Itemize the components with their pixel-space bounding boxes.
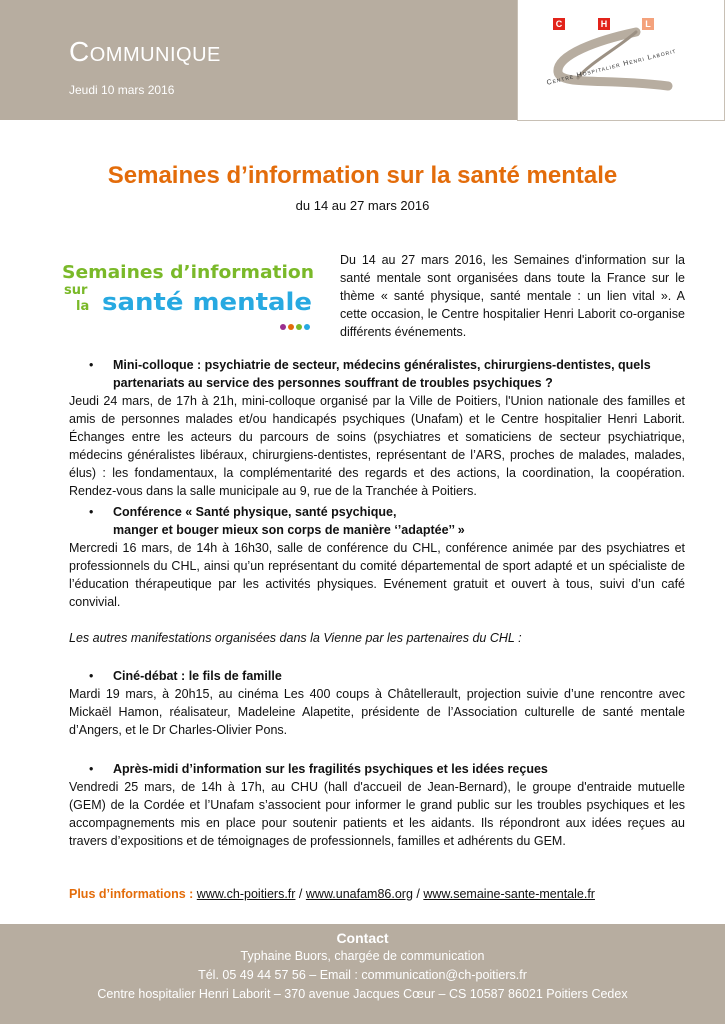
footer-contact (0, 924, 725, 1024)
link-separator: / (416, 887, 420, 901)
section-heading (69, 503, 685, 539)
link-unafam86[interactable]: www.unafam86.org (305, 887, 413, 901)
footer-line-3: Centre hospitalier Henri Laborit – 370 avenue Jacques Cœur – CS 10587 86021 Poitiers Cedex (97, 987, 628, 1001)
link-ch-poitiers[interactable]: www.ch-poitiers.fr (196, 887, 296, 901)
section-apres-midi (69, 760, 685, 850)
section-heading-line-2: manger et bouger mieux son corps de manière ‘’adaptée’’ » (113, 523, 465, 537)
footer-title: Contact (336, 930, 389, 946)
logo-text: Centre Hospitalier Henri Laborit (546, 47, 678, 87)
logo-line-2: santé mentale (102, 288, 312, 316)
chl-logo (517, 0, 725, 121)
logo-swoosh-icon (518, 0, 724, 120)
section-heading: • Mini-colloque : psychiatrie de secteur, médecins généralistes, chirurgiens-dentistes, quels partenariats au service des personnes souffrant de troubles psychiques ? (69, 356, 685, 392)
page-subtitle: du 14 au 27 mars 2016 (295, 198, 430, 213)
logo-line-1: Semaines d’information (62, 262, 314, 283)
semaines-sante-mentale-logo (62, 260, 317, 335)
logo-letter-c: C (553, 18, 565, 30)
footer-line-1: Typhaine Buors, chargée de communication (240, 949, 485, 963)
section-body: Vendredi 25 mars, de 14h à 17h, au CHU (hall d'accueil de Jean-Bernard), le groupe d'entraide mutuelle (GEM) de la Cordée et l’Unafam s’associent pour informer le grand public sur les troubles psychiques et les accompagnements mis en place pour soutenir patients et les aidants. Ils répondront aux idées reçues au travers d’expositions et de témoignages de professionnels, familles et adhérents du GEM. (69, 780, 685, 848)
link-separator: / (298, 887, 303, 901)
section-body: Jeudi 24 mars, de 17h à 21h, mini-colloque organisé par la Ville de Poitiers, l'Union nationale des familles et amis de personnes malades et/ou handicapés psychiques (Unafam) et le Centre hospitalier Henri Laborit. Échanges entre les acteurs du parcours de soins (psychiatres et somaticiens de secteur psychiatrique, médecins généralistes libéraux, chirurgiens-dentistes, représentant de l’ARS, proches de malades, malades, élus) : les fondamentaux, la complémentarité des regards et des actions, la coordination, la coopération. Rendez-vous dans la salle municipale au 9, rue de la Tranchée à Poitiers. (69, 394, 685, 498)
section-conference (69, 503, 685, 611)
section-mini-colloque (69, 356, 685, 500)
section-heading-line-1: Conférence « Santé physique, santé psychique, (113, 505, 397, 519)
section-heading: • Après-midi d’information sur les fragilités psychiques et les idées reçues (69, 760, 685, 778)
logo-dot (296, 324, 302, 330)
section-body: Mercredi 16 mars, de 14h à 16h30, salle de conférence du CHL, conférence animée par des psychiatres et professionnels du CHL, ainsi qu’un représentant du comité départemental de sport adapté et un spécialiste de l’éducation thérapeutique par les activités physiques. Evénement gratuit et ouvert à tous, suivi d’un café convivial. (69, 541, 685, 609)
section-heading: • Ciné-débat : le fils de famille (69, 667, 685, 685)
more-info-label: Plus d’informations : (69, 887, 194, 901)
logo-dot (304, 324, 310, 330)
document-type: Communique (69, 36, 221, 67)
more-info (69, 887, 595, 901)
logo-dot (288, 324, 294, 330)
logo-letter-h: H (598, 18, 610, 30)
partners-note: Les autres manifestations organisées dans la Vienne par les partenaires du CHL : (69, 631, 522, 645)
document-date: Jeudi 10 mars 2016 (69, 83, 175, 97)
section-cine-debat (69, 667, 685, 739)
logo-word-sur: sur (64, 283, 88, 298)
link-semaine-sante-mentale[interactable]: www.semaine-sante-mentale.fr (423, 887, 595, 901)
section-body: Mardi 19 mars, à 20h15, au cinéma Les 400 coups à Châtellerault, projection suivie d’une rencontre avec Mickaël Hamon, réalisateur, Madeleine Alapetite, présidente de l’Association culturelle de santé mentale d’Angers, et le Dr Charles-Olivier Pons. (69, 687, 685, 737)
intro-paragraph: Du 14 au 27 mars 2016, les Semaines d'information sur la santé mentale sont organisées dans toute la France sur le thème « santé physique, santé mentale : un lien vital ». A cette occasion, le Centre hospitalier Henri Laborit co-organise différents événements. (340, 253, 685, 339)
logo-dot (280, 324, 286, 330)
logo-letter-l: L (642, 18, 654, 30)
footer-line-2: Tél. 05 49 44 57 56 – Email : communication@ch-poitiers.fr (198, 968, 527, 982)
page-title: Semaines d’information sur la santé mentale (107, 162, 618, 189)
logo-word-la: la (76, 299, 90, 314)
